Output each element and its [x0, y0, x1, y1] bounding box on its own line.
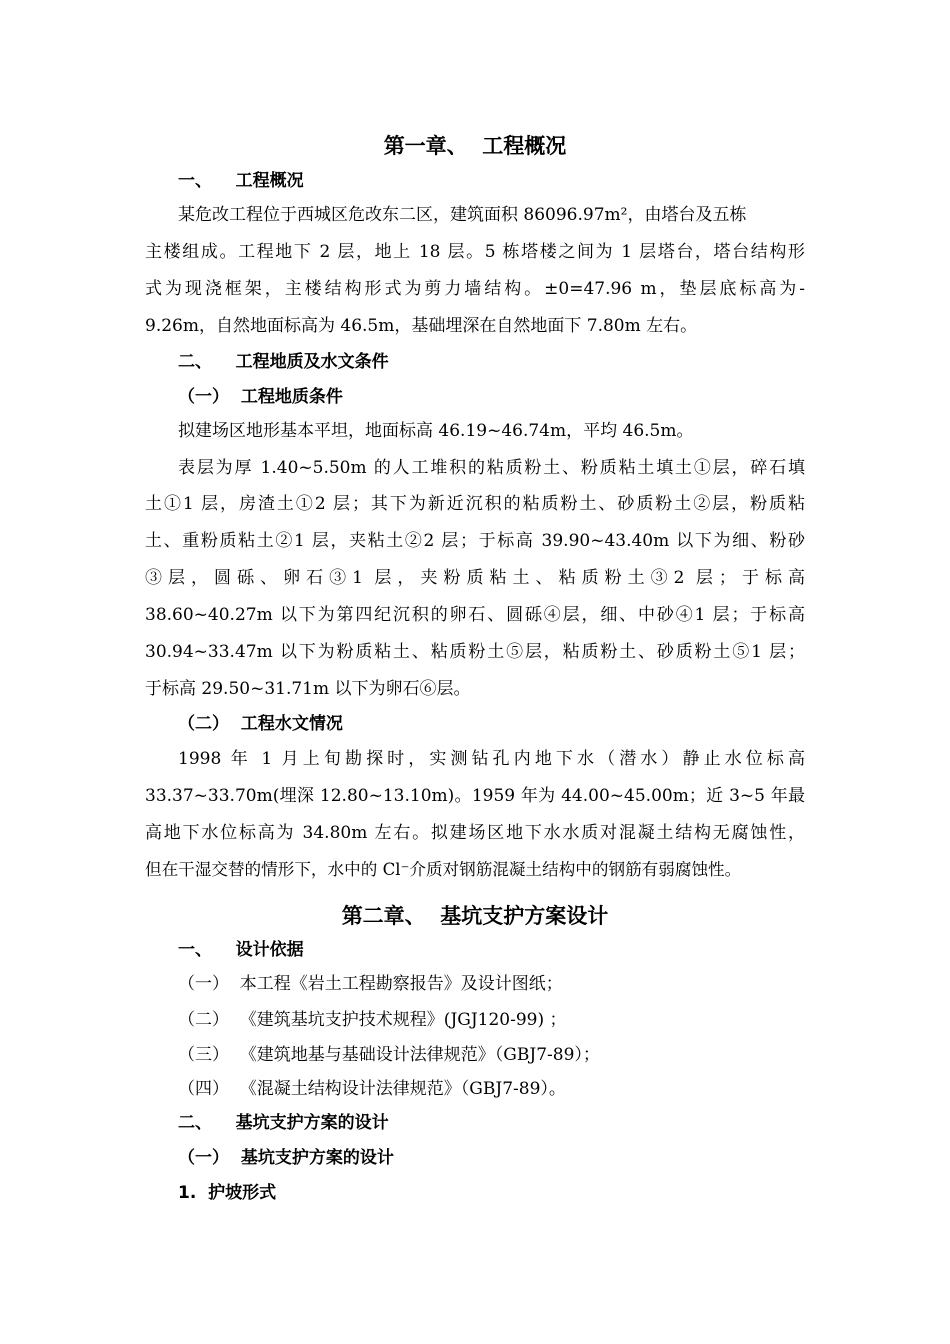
chapter-2-title: 第二章、 基坑支护方案设计 [341, 904, 609, 928]
paragraph-line: 土①1 层，房渣土①2 层；其下为新近沉积的粘质粉土、砂质粉土②层，粉质粘 [145, 494, 805, 514]
paragraph-line: 某危改工程位于西城区危改东二区，建筑面积 86096.97m²，由塔台及五栋 [178, 205, 747, 225]
section-2-heading: 二、 工程地质及水文条件 [178, 352, 389, 372]
slope-form-heading: 1. 护坡形式 [178, 1183, 277, 1203]
paragraph-line: 高地下水位标高为 34.80m 左右。拟建场区地下水水质对混凝土结构无腐蚀性， [145, 823, 805, 843]
paragraph-line: 土、重粉质粘土②1 层，夹粘土②2 层；于标高 39.90~43.40m 以下为细、粉砂 [145, 531, 805, 551]
reference-item: （一） 本工程《岩土工程勘察报告》及设计图纸； [178, 974, 563, 994]
section-1-heading: 一、 工程概况 [178, 171, 304, 191]
support-design-subheading: （一） 基坑支护方案的设计 [178, 1148, 394, 1168]
paragraph-line: 式为现浇框架，主楼结构形式为剪力墙结构。±0=47.96 m，垫层底标高为- [145, 279, 805, 299]
paragraph-line: 表层为厚 1.40~5.50m 的人工堆积的粘质粉土、粉质粘土填土①层，碎石填 [178, 458, 805, 478]
design-basis-heading: 一、 设计依据 [178, 940, 304, 960]
paragraph-line: ③层，圆砾、卵石③1 层，夹粉质粘土、粘质粉土③2 层；于标高 [145, 568, 805, 588]
paragraph-line: 33.37~33.70m(埋深 12.80~13.10m)。1959 年为 44.00~45.00m；近 3~5 年最 [145, 786, 805, 806]
reference-item: （二） 《建筑基坑支护技术规程》(JGJ120-99) ； [178, 1010, 567, 1030]
chapter-1-title: 第一章、 工程概况 [383, 134, 567, 158]
paragraph-line: 30.94~33.47m 以下为粉质粘土、粘质粉土⑤层，粘质粉土、砂质粉土⑤1 层； [145, 642, 805, 662]
reference-item: （四） 《混凝土结构设计法律规范》（GBJ7-89）。 [178, 1079, 566, 1099]
support-design-heading: 二、 基坑支护方案的设计 [178, 1113, 389, 1133]
paragraph-line: 于标高 29.50~31.71m 以下为卵石⑥层。 [145, 679, 471, 699]
subsection-geology-heading: （一） 工程地质条件 [178, 387, 343, 407]
paragraph-line: 9.26m，自然地面标高为 46.5m，基础埋深在自然地面下 7.80m 左右。 [145, 316, 698, 336]
paragraph-line: 38.60~40.27m 以下为第四纪沉积的卵石、圆砾④层，细、中砂④1 层；于标高 [145, 605, 805, 625]
paragraph-line: 主楼组成。工程地下 2 层，地上 18 层。5 栋塔楼之间为 1 层塔台，塔台结构形 [145, 242, 805, 262]
paragraph-line: 1998 年 1 月上旬勘探时，实测钻孔内地下水（潜水）静止水位标高 [178, 749, 805, 769]
subsection-hydrology-heading: （二） 工程水文情况 [178, 714, 343, 734]
reference-item: （三） 《建筑地基与基础设计法律规范》（GBJ7-89）； [178, 1045, 600, 1065]
paragraph-line: 拟建场区地形基本平坦，地面标高 46.19~46.74m，平均 46.5m。 [178, 421, 694, 441]
paragraph-line: 但在干湿交替的情形下，水中的 Cl⁻介质对钢筋混凝土结构中的钢筋有弱腐蚀性。 [145, 860, 742, 879]
